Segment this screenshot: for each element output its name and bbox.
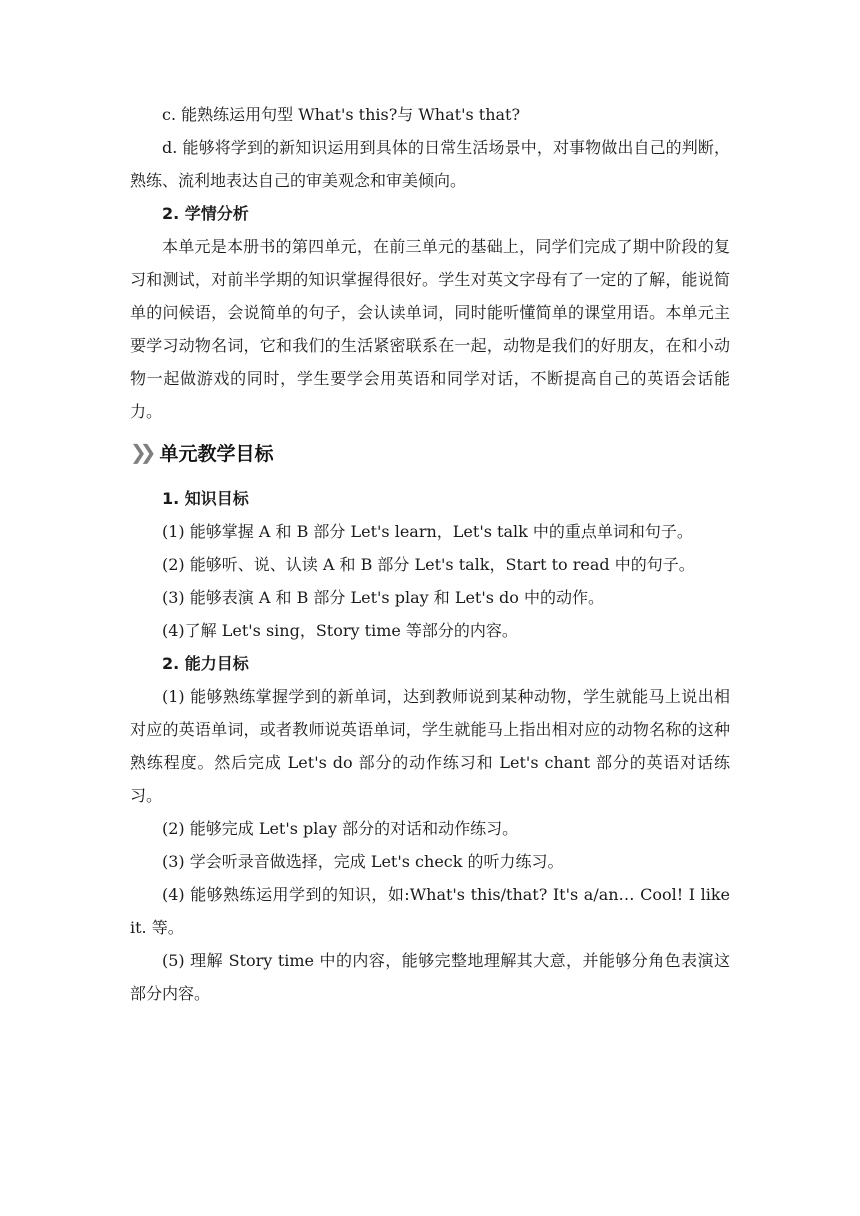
ability-item: (4) 能够熟练运用学到的知识，如:What's this/that? It's a/an… Cool! I like it. 等。 <box>130 885 730 937</box>
ability-item: (2) 能够完成 Let's play 部分的对话和动作练习。 <box>162 819 519 838</box>
intro-item-c: c. 能熟练运用句型 What's this?与 What's that? <box>162 105 521 124</box>
ability-item: (5) 理解 Story time 中的内容，能够完整地理解其大意，并能够分角色表演这部分内容。 <box>130 951 730 1003</box>
knowledge-item: (3) 能够表演 A 和 B 部分 Let's play 和 Let's do 中的动作。 <box>162 588 605 607</box>
ability-heading: 2. 能力目标 <box>162 654 249 673</box>
section-heading <box>130 432 730 472</box>
knowledge-item: (1) 能够掌握 A 和 B 部分 Let's learn，Let's talk 中的重点单词和句子。 <box>162 522 693 541</box>
analysis-heading: 2. 学情分析 <box>162 204 249 223</box>
document-page <box>130 98 730 1010</box>
knowledge-item: (4)了解 Let's sing，Story time 等部分的内容。 <box>162 621 518 640</box>
ability-item: (1) 能够熟练掌握学到的新单词，达到教师说到某种动物，学生就能马上说出相对应的英语单词，或者教师说英语单词，学生就能马上指出相对应的动物名称的这种熟练程度。然后完成 Let's do 部分的动作练习和 Let's chant 部分的英语对话练习。 <box>130 687 730 805</box>
section-title: 单元教学目标 <box>159 442 274 465</box>
knowledge-heading: 1. 知识目标 <box>162 489 249 508</box>
intro-item-d: d. 能够将学到的新知识运用到具体的日常生活场景中，对事物做出自己的判断，熟练、流利地表达自己的审美观念和审美倾向。 <box>130 138 730 190</box>
double-chevron-icon: ❯❯ <box>130 440 150 464</box>
ability-item: (3) 学会听录音做选择，完成 Let's check 的听力练习。 <box>162 852 564 871</box>
analysis-body: 本单元是本册书的第四单元，在前三单元的基础上，同学们完成了期中阶段的复习和测试，对前半学期的知识掌握得很好。学生对英文字母有了一定的了解，能说简单的问候语，会说简单的句子，会认读单词，同时能听懂简单的课堂用语。本单元主要学习动物名词，它和我们的生活紧密联系在一起，动物是我们的好朋友，在和小动物一起做游戏的同时，学生要学会用英语和同学对话，不断提高自己的英语会话能力。 <box>130 237 730 421</box>
knowledge-item: (2) 能够听、说、认读 A 和 B 部分 Let's talk，Start to read 中的句子。 <box>162 555 695 574</box>
